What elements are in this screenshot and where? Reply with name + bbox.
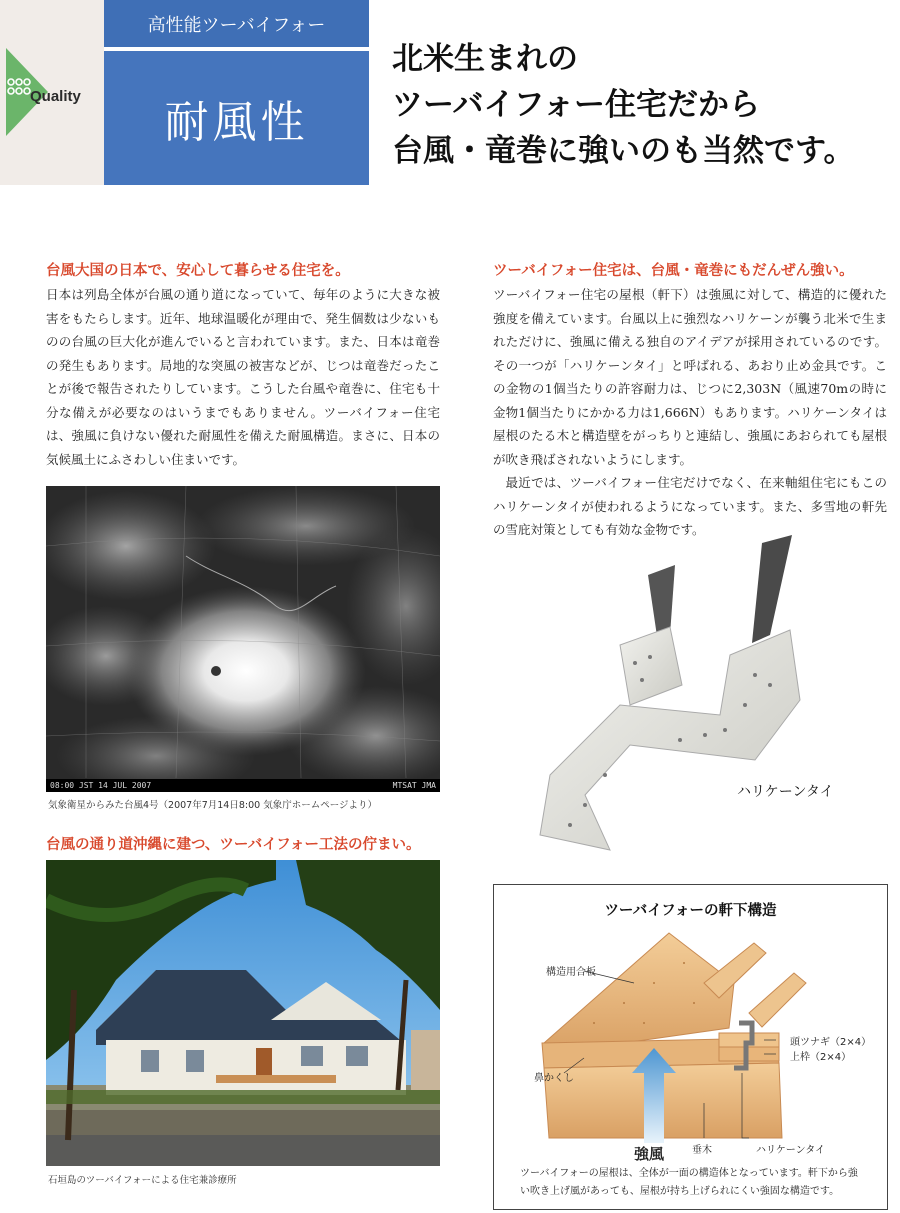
diagram-caption: ツーバイフォーの屋根は、全体が一面の構造体となっています。軒下から強い吹き上げ風があっても、屋根が持ち上げられにくい強固な構造です。 [520,1168,858,1197]
label-rafter: 垂木 [692,1145,712,1156]
satellite-photo [46,486,440,792]
label-plywood: 構造用合板 [546,967,596,978]
satellite-timestamp-strip [46,779,440,792]
diagram-title: ツーバイフォーの軒下構造 [604,903,777,919]
satellite-source: MTSAT JMA [392,781,436,790]
section-paragraph: ツーバイフォー住宅の屋根（軒下）は強風に対して、構造的に優れた強度を備えています。台風以上に強烈なハリケーンが襲う北米で生まれただけに、強風に備える独自のアイデアが採用されているのです。その一つが「ハリケーンタイ」と呼ばれる、あおり止め金具です。この金物の1個当たりの許容耐力は、じつに2,303N（風速70mの時に金物1個当たりにかかる力は1,666N）もあります。ハリケーンタイは屋根のたる木と構造壁をがっちりと連結し、強風にあおられても屋根が吹き飛ばされないようにします。 [493,287,887,467]
quality-label: Quality [30,88,81,105]
section-body-strength [493,283,887,542]
category-banner: 高性能ツーバイフォー [104,0,369,47]
hurricane-tie-label: ハリケーンタイ [737,784,834,800]
section-title-strength: ツーバイフォー住宅は、台風・竜巻にもだんぜん強い。 [493,263,854,279]
section-paragraph: 最近では、ツーバイフォー住宅だけでなく、在来軸組住宅にもこのハリケーンタイが使われるようになっています。また、多雪地の軒先の雪庇対策としても有効な金物です。 [493,475,887,537]
headline-line: 台風・竜巻に強いのも当然です。 [392,133,855,169]
house-image [46,860,440,1166]
section-title-typhoon: 台風大国の日本で、安心して暮らせる住宅を。 [46,263,350,279]
label-head-tie: 頭ツナギ（2×4） [790,1037,872,1048]
section-body-typhoon: 日本は列島全体が台風の通り道になっていて、毎年のように大きな被害をもたらします。近年、地球温暖化が理由で、発生個数は少ないものの台風の巨大化が進んでいると言われています。また、日本は竜巻の発生もあります。局地的な突風の被害などが、じつは竜巻だったことが後で報告されたりしています。こうした台風や竜巻に、住宅も十分な備えが必要なのはいうまでもありません。ツーバイフォー住宅は、強風に負けない優れた耐風性を備えた耐風構造。まさに、日本の気候風土にふさわしい住まいです。 [46,287,440,467]
satellite-image [46,486,440,792]
house-photo [46,860,440,1166]
label-nose-cover: 鼻かくし [534,1073,574,1084]
label-hurricane-tie: ハリケーンタイ [756,1145,825,1156]
label-top-plate: 上枠（2×4） [790,1052,852,1063]
headline-line: ツーバイフォー住宅だから [392,87,760,123]
house-caption: 石垣島のツーバイフォーによる住宅兼診療所 [48,1175,237,1186]
quality-badge-panel [0,0,104,185]
satellite-timestamp: 08:00 JST 14 JUL 2007 [50,781,152,790]
headline [392,36,897,174]
section-title-okinawa: 台風の通り道沖縄に建つ、ツーバイフォー工法の佇まい。 [46,837,421,853]
page-title: 耐風性 [104,51,369,185]
satellite-caption: 気象衛星からみた台風4号（2007年7月14日8:00 気象庁ホームページより） [48,800,378,811]
headline-line: 北米生まれの [392,41,578,77]
eaves-structure-diagram [493,884,888,1210]
label-strong-wind: 強風 [634,1145,665,1163]
hurricane-tie-illustration [530,535,810,865]
